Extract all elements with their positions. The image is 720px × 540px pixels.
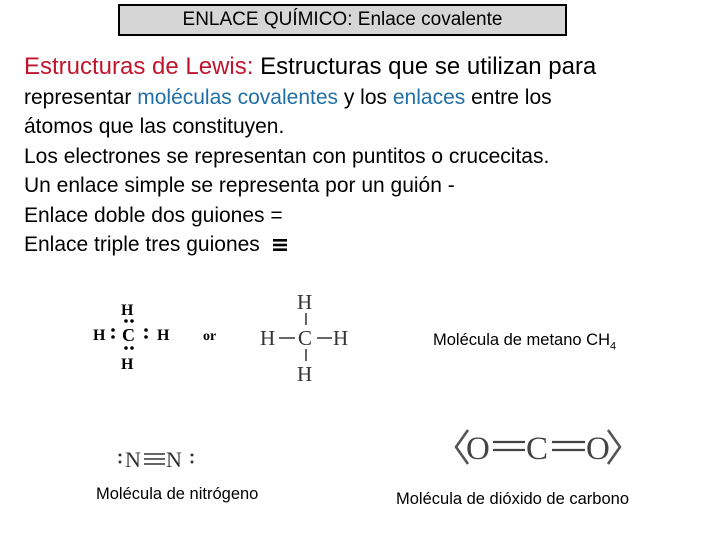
body-text bbox=[24, 52, 714, 260]
co2-caption: Molécula de dióxido de carbono bbox=[396, 490, 629, 508]
co2-o-right: O bbox=[586, 431, 610, 467]
methane-dot-c: C bbox=[122, 325, 135, 345]
electron-dot bbox=[124, 346, 128, 350]
lewis-definition-start: Estructuras que se utilizan para bbox=[253, 53, 597, 80]
electron-dot bbox=[111, 328, 115, 332]
electron-dot bbox=[144, 335, 148, 339]
methane-dot-h-right: H bbox=[157, 327, 170, 344]
co2-o-left: O bbox=[466, 431, 490, 467]
triple-bond-text: Enlace triple tres guiones bbox=[24, 233, 260, 256]
or-label: or bbox=[203, 329, 217, 344]
methane-h-bottom: H bbox=[297, 362, 313, 386]
electron-dot bbox=[130, 346, 134, 350]
line-3: átomos que las constituyen. bbox=[24, 115, 285, 138]
electron-dot bbox=[130, 319, 134, 323]
line-6: Enlace doble dos guiones = bbox=[24, 203, 283, 227]
electron-dot bbox=[191, 461, 194, 464]
electron-dot bbox=[119, 454, 122, 457]
methane-lewis-dot-diagram bbox=[86, 296, 236, 376]
electron-dot bbox=[111, 335, 115, 339]
co2-c: C bbox=[526, 431, 549, 467]
nitrogen-caption: Molécula de nitrógeno bbox=[96, 485, 259, 503]
methane-c: C bbox=[298, 326, 313, 350]
bonds-term: enlaces bbox=[392, 85, 466, 109]
methane-caption-subscript: 4 bbox=[610, 340, 617, 353]
nitrogen-atom-left: N bbox=[125, 447, 141, 472]
title-box bbox=[118, 4, 567, 36]
covalent-molecules-term: moléculas covalentes bbox=[137, 85, 339, 109]
methane-dot-h-top: H bbox=[121, 302, 134, 319]
line-7 bbox=[24, 230, 714, 260]
methane-dot-h-bottom: H bbox=[121, 356, 134, 373]
electron-dot bbox=[144, 328, 148, 332]
methane-h-left: H bbox=[260, 326, 276, 350]
text-fragment: y los bbox=[338, 85, 393, 109]
nitrogen-lewis-diagram bbox=[110, 440, 210, 476]
triple-bond-icon bbox=[272, 238, 288, 252]
line-4: Los electrones se representan con puntitos o crucecitas. bbox=[24, 144, 550, 168]
electron-dot bbox=[191, 454, 194, 457]
electron-dot bbox=[119, 461, 122, 464]
lewis-heading: Estructuras de Lewis: bbox=[24, 53, 254, 80]
methane-h-right: H bbox=[333, 326, 349, 350]
methane-caption-text: Molécula de metano CH bbox=[433, 331, 611, 349]
line-2 bbox=[24, 83, 714, 113]
line-1 bbox=[24, 52, 714, 83]
methane-h-top: H bbox=[297, 290, 313, 314]
methane-caption bbox=[433, 331, 616, 352]
methane-structural-diagram bbox=[256, 288, 356, 388]
line-5: Un enlace simple se representa por un guión - bbox=[24, 174, 455, 197]
nitrogen-atom-right: N bbox=[166, 447, 182, 472]
text-fragment: entre los bbox=[465, 85, 552, 109]
page-title: ENLACE QUÍMICO: Enlace covalente bbox=[182, 9, 503, 30]
methane-dot-h-left: H bbox=[93, 327, 106, 344]
co2-lewis-diagram bbox=[448, 420, 628, 474]
text-fragment: representar bbox=[24, 85, 138, 109]
electron-dot bbox=[124, 319, 128, 323]
